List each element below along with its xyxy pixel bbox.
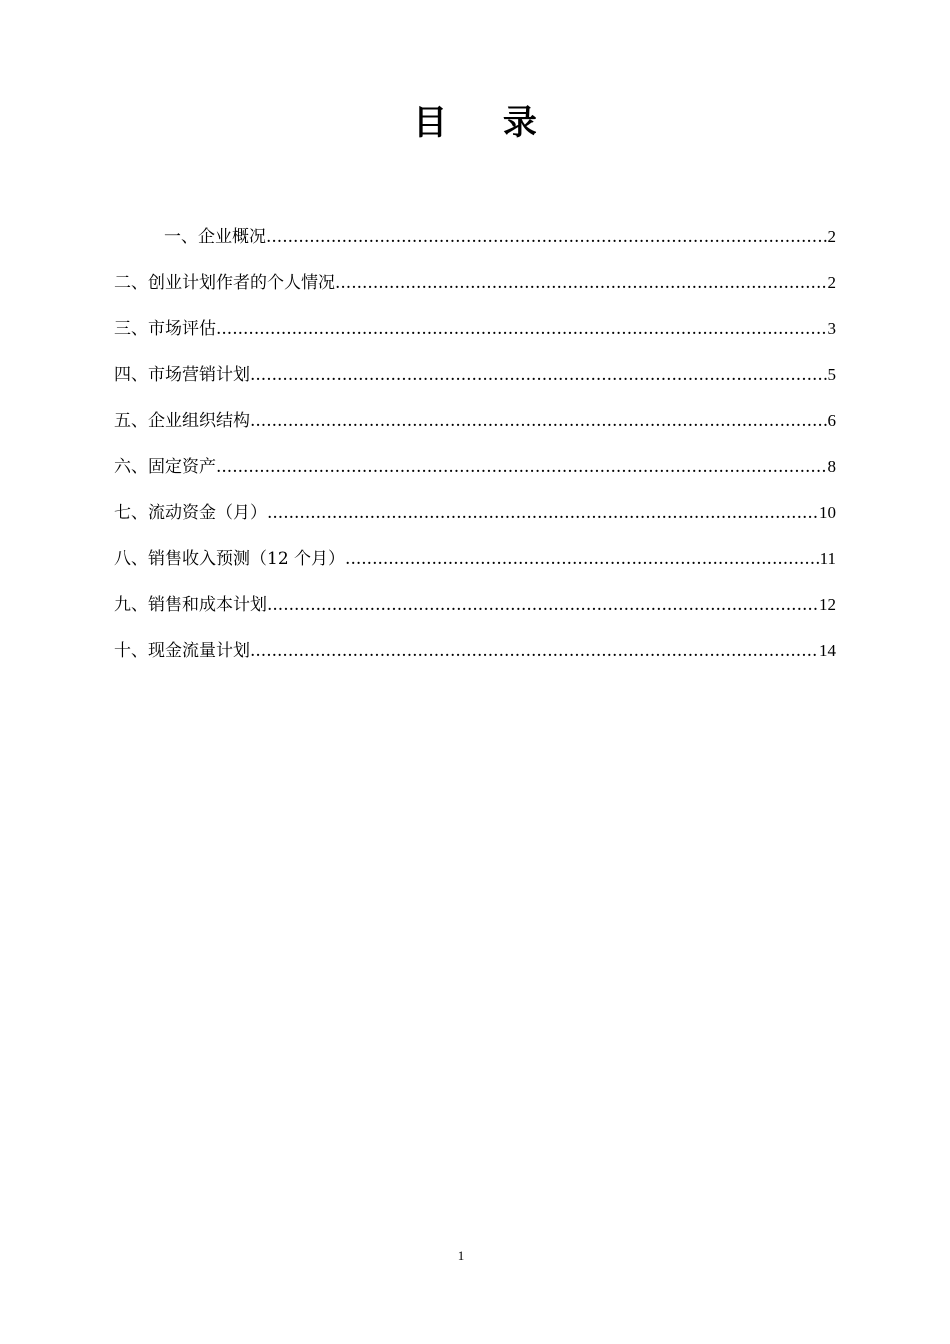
toc-entry-label: 二、创业计划作者的个人情况 [114, 273, 335, 293]
toc-entry-page: 8 [827, 457, 836, 476]
toc-entry-page: 2 [827, 227, 836, 246]
dot-leader [250, 636, 819, 666]
toc-entry-page: 2 [827, 273, 836, 292]
toc-entry-3[interactable] [114, 314, 836, 344]
toc-entry-4[interactable] [114, 360, 836, 390]
dot-leader [250, 360, 828, 390]
toc-entry-5[interactable] [114, 406, 836, 436]
toc-entry-label: 八、销售收入预测（12 个月） [114, 549, 346, 569]
toc-entry-page: 5 [827, 365, 836, 384]
toc-entry-label: 六、固定资产 [114, 457, 216, 477]
toc-entry-page: 6 [827, 411, 836, 430]
toc-entry-page: 12 [819, 595, 836, 614]
dot-leader [216, 452, 828, 482]
dot-leader [266, 222, 828, 252]
dot-leader [335, 268, 828, 298]
toc-entry-page: 14 [819, 641, 836, 660]
toc-entry-label: 七、流动资金（月） [114, 503, 267, 523]
toc-entry-page: 10 [819, 503, 836, 522]
dot-leader [216, 314, 828, 344]
toc-entry-label: 九、销售和成本计划 [114, 595, 267, 615]
toc-entry-page: 3 [827, 319, 836, 338]
dot-leader [267, 498, 819, 528]
toc-entry-page: 11 [819, 549, 836, 568]
toc-entry-10[interactable] [114, 636, 836, 666]
dot-leader [267, 590, 819, 620]
dot-leader [250, 406, 828, 436]
toc-entry-8[interactable] [114, 544, 836, 574]
toc-entry-2[interactable] [114, 268, 836, 298]
toc-entry-6[interactable] [114, 452, 836, 482]
toc-entry-label: 十、现金流量计划 [114, 641, 250, 661]
table-of-contents [114, 222, 836, 682]
toc-entry-9[interactable] [114, 590, 836, 620]
toc-entry-label: 三、市场评估 [114, 319, 216, 339]
dot-leader [345, 544, 820, 574]
toc-entry-label: 五、企业组织结构 [114, 411, 250, 431]
toc-entry-label: 一、企业概况 [164, 227, 266, 247]
page-title: 目 录 [413, 103, 559, 143]
toc-entry-7[interactable] [114, 498, 836, 528]
toc-entry-1[interactable] [114, 222, 836, 252]
page-number: 1 [457, 1248, 465, 1263]
toc-entry-label: 四、市场营销计划 [114, 365, 250, 385]
